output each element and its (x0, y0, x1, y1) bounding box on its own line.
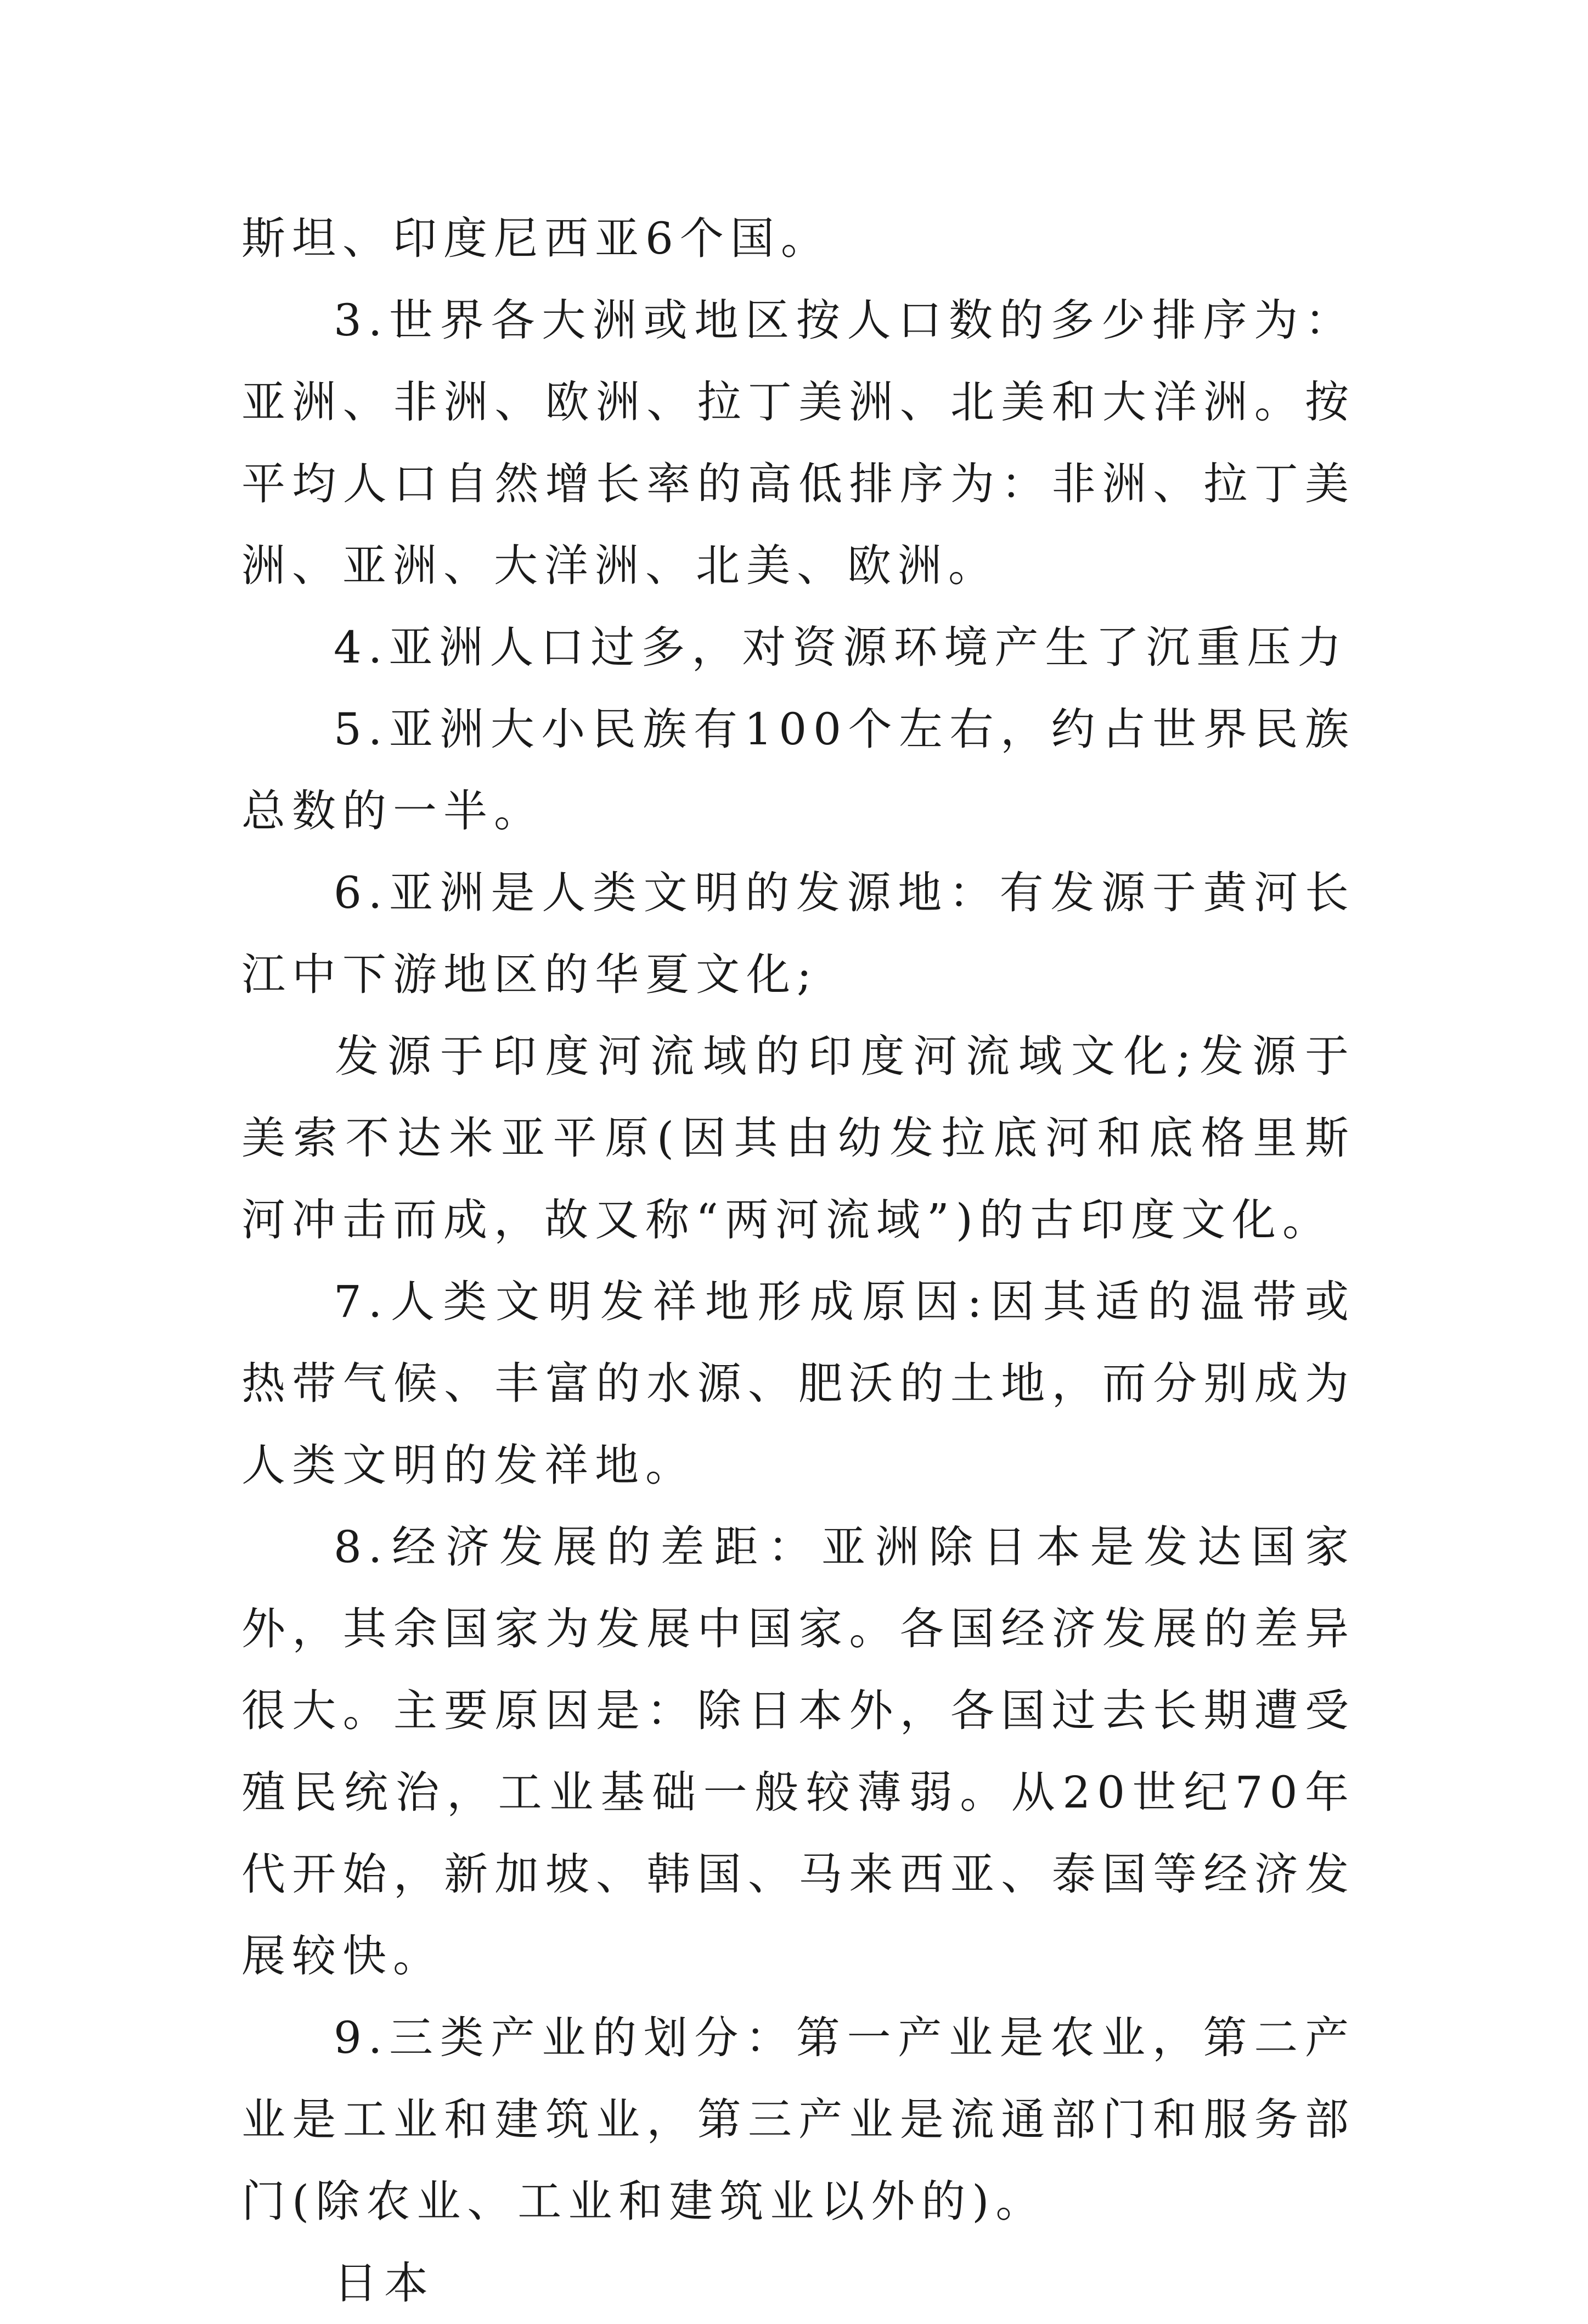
paragraph-6-continued: 发源于印度河流域的印度河流域文化;发源于美索不达米亚平原(因其由幼发拉底河和底格里斯河冲击而成，故又称“两河流域”)的古印度文化。 (241, 1031, 1355, 1245)
paragraph-5: 5.亚洲大小民族有100个左右，约占世界民族总数的一半。 (241, 704, 1355, 837)
paragraph-9: 9.三类产业的划分：第一产业是农业，第二产业是工业和建筑业，第三产业是流通部门和服务部门(除农业、工业和建筑业以外的)。 (241, 2012, 1355, 2227)
document-body (241, 198, 1355, 2324)
paragraph-6: 6.亚洲是人类文明的发源地：有发源于黄河长江中下游地区的华夏文化; (241, 867, 1355, 1000)
paragraph-4: 4.亚洲人口过多，对资源环境产生了沉重压力 (334, 622, 1348, 673)
paragraph-8: 8.经济发展的差距：亚洲除日本是发达国家外，其余国家为发展中国家。各国经济发展的差异很大。主要原因是：除日本外，各国过去长期遭受殖民统治，工业基础一般较薄弱。从20世纪70年代开始，新加坡、韩国、马来西亚、泰国等经济发展较快。 (241, 1522, 1355, 1981)
paragraph-continuation: 斯坦、印度尼西亚6个国。 (241, 213, 831, 264)
section-heading-japan: 日本 (334, 2258, 435, 2309)
paragraph-7: 7.人类文明发祥地形成原因:因其适的温带或热带气候、丰富的水源、肥沃的土地，而分别成为人类文明的发祥地。 (241, 1276, 1355, 1491)
paragraph-3: 3.世界各大洲或地区按人口数的多少排序为：亚洲、非洲、欧洲、拉丁美洲、北美和大洋洲。按平均人口自然增长率的高低排序为：非洲、拉丁美洲、亚洲、大洋洲、北美、欧洲。 (241, 295, 1355, 591)
